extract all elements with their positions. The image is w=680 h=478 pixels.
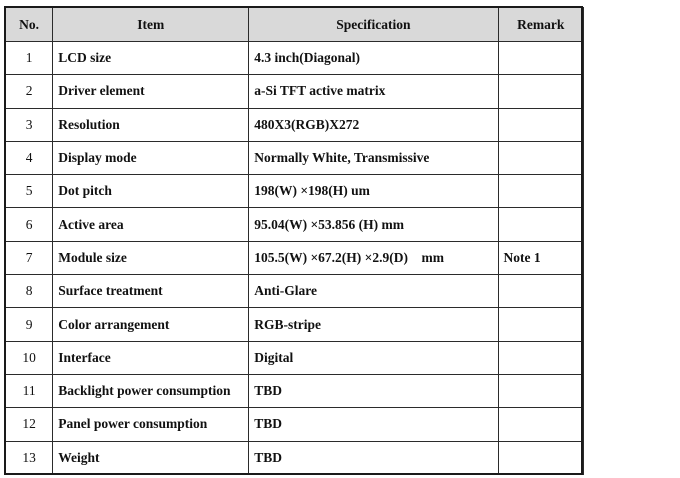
row-specification: TBD [249,408,498,441]
row-specification: 4.3 inch(Diagonal) [249,42,498,75]
table-row [6,374,584,407]
header-row [6,8,584,42]
row-remark [498,441,583,474]
row-item: Display mode [53,141,249,174]
table-row [6,141,584,174]
row-remark [498,175,583,208]
table-row [6,408,584,441]
specification-table [5,7,584,475]
row-number: 1 [6,42,53,75]
row-number: 12 [6,408,53,441]
row-number: 4 [6,141,53,174]
row-number: 6 [6,208,53,241]
header-no: No. [6,8,53,42]
table-row [6,241,584,274]
row-remark: Note 1 [498,241,583,274]
table-row [6,108,584,141]
table-body [6,42,584,475]
row-number: 3 [6,108,53,141]
row-remark [498,374,583,407]
row-remark [498,141,583,174]
row-remark [498,308,583,341]
row-item: Module size [53,241,249,274]
header-remark: Remark [498,8,583,42]
row-specification: 480X3(RGB)X272 [249,108,498,141]
row-item: Interface [53,341,249,374]
row-number: 9 [6,308,53,341]
row-number: 2 [6,75,53,108]
row-remark [498,275,583,308]
table-row [6,275,584,308]
header-item: Item [53,8,249,42]
row-item: Panel power consumption [53,408,249,441]
row-item: Active area [53,208,249,241]
row-item: Weight [53,441,249,474]
row-specification: Digital [249,341,498,374]
row-number: 8 [6,275,53,308]
row-number: 10 [6,341,53,374]
row-item: Driver element [53,75,249,108]
table-row [6,308,584,341]
row-item: Dot pitch [53,175,249,208]
table-row [6,208,584,241]
row-specification: TBD [249,374,498,407]
row-remark [498,208,583,241]
row-remark [498,341,583,374]
row-number: 7 [6,241,53,274]
table-row [6,175,584,208]
row-specification: a-Si TFT active matrix [249,75,498,108]
row-remark [498,75,583,108]
table-row [6,75,584,108]
row-remark [498,42,583,75]
row-number: 13 [6,441,53,474]
row-item: Backlight power consumption [53,374,249,407]
header-specification: Specification [249,8,498,42]
row-remark [498,108,583,141]
row-specification: RGB-stripe [249,308,498,341]
table-header [6,8,584,42]
row-specification: Anti-Glare [249,275,498,308]
row-specification: 198(W) ×198(H) um [249,175,498,208]
row-specification: TBD [249,441,498,474]
row-item: Color arrangement [53,308,249,341]
row-item: Surface treatment [53,275,249,308]
row-item: Resolution [53,108,249,141]
table-row [6,441,584,474]
row-specification: Normally White, Transmissive [249,141,498,174]
table-row [6,341,584,374]
table-row [6,42,584,75]
row-number: 11 [6,374,53,407]
row-number: 5 [6,175,53,208]
row-specification: 105.5(W) ×67.2(H) ×2.9(D) mm [249,241,498,274]
row-item: LCD size [53,42,249,75]
row-remark [498,408,583,441]
row-specification: 95.04(W) ×53.856 (H) mm [249,208,498,241]
